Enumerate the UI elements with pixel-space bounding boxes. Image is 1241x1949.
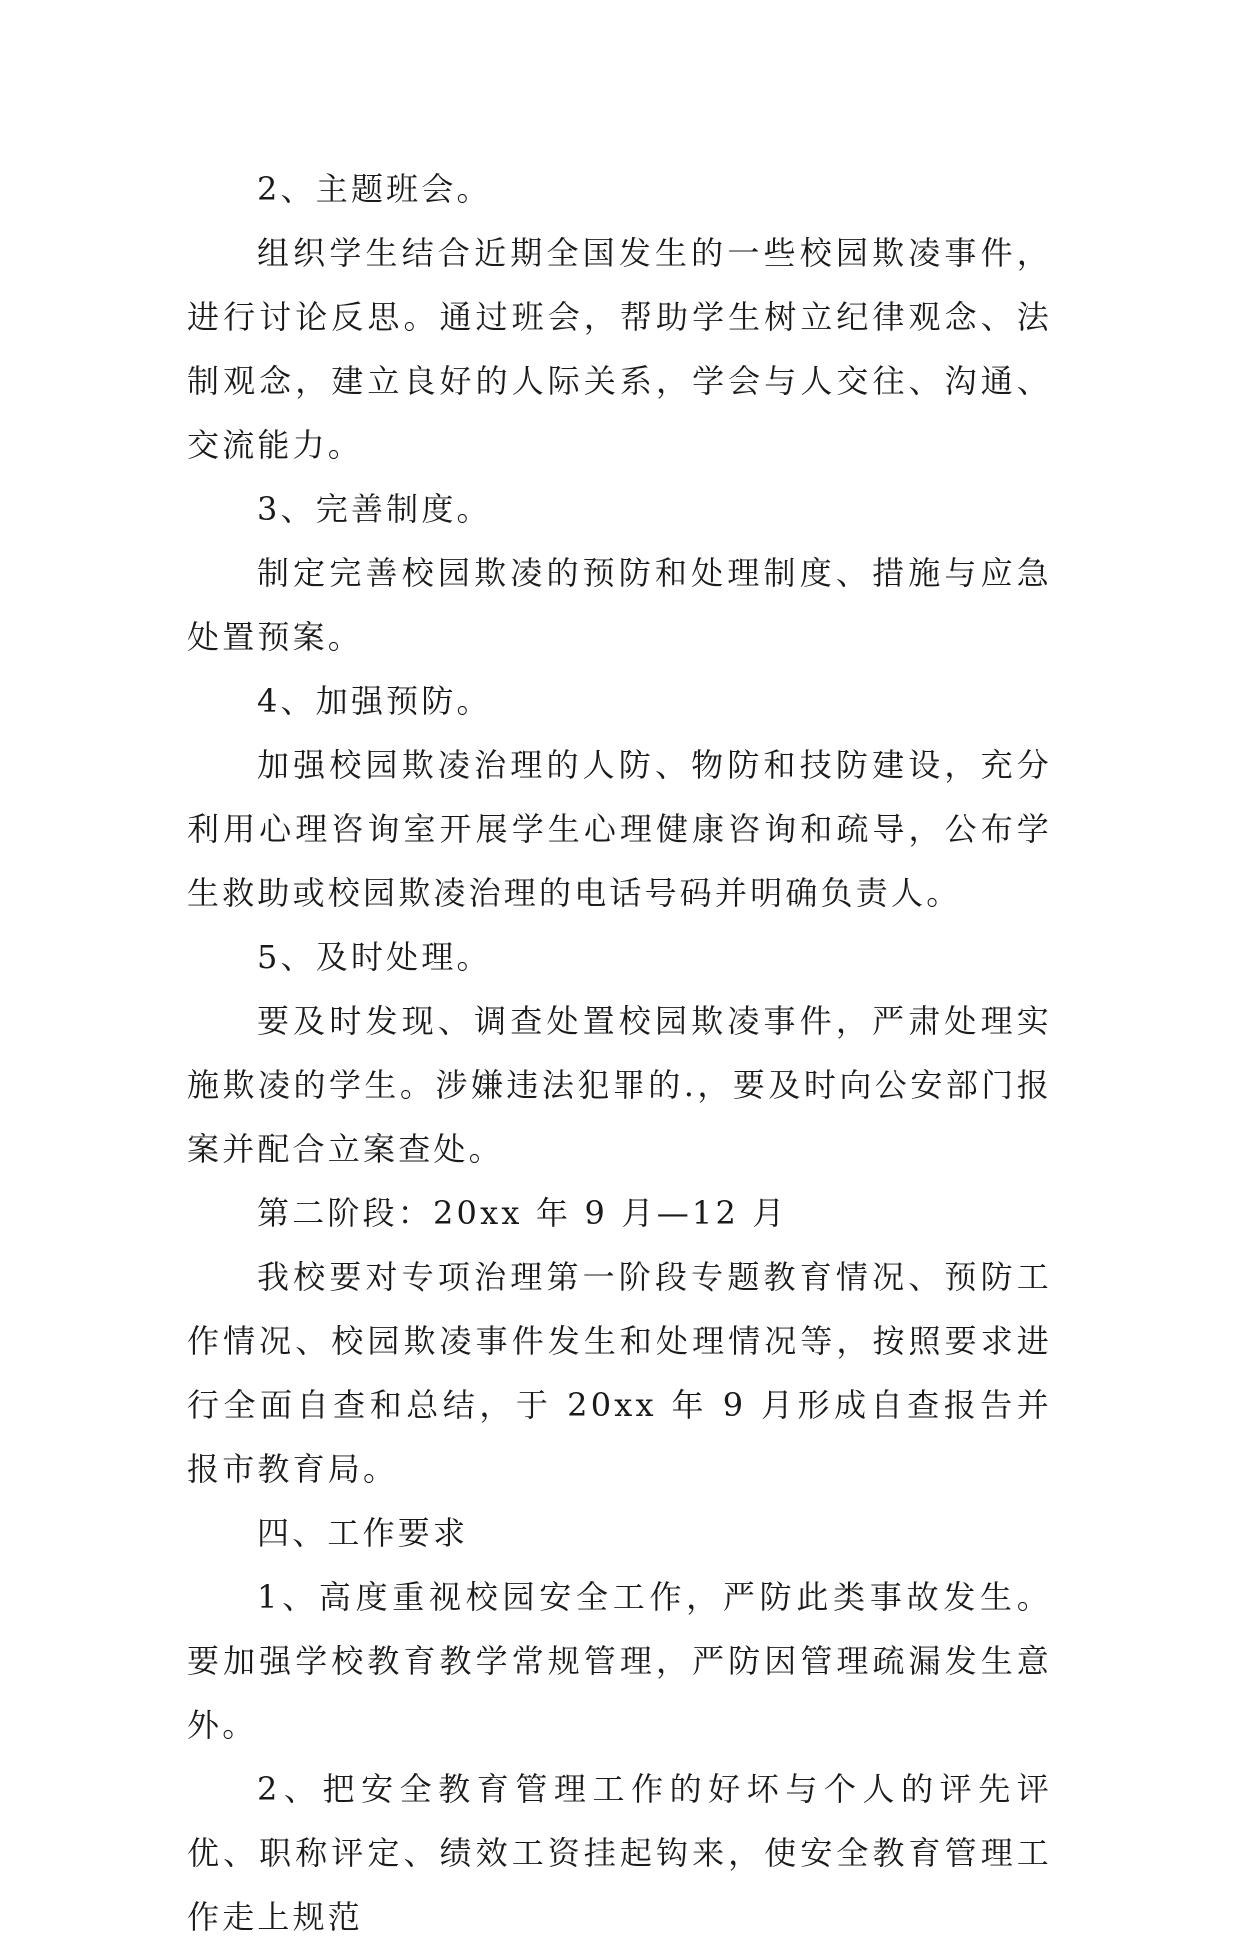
- heading-strengthen-prevention: 4、加强预防。: [257, 682, 492, 720]
- paragraph-improve-system: 制定完善校园欺凌的预防和处理制度、措施与应急处置预案。: [187, 554, 1052, 656]
- heading-second-stage: 第二阶段：20xx 年 9 月—12 月: [257, 1194, 788, 1232]
- paragraph-second-stage: 我校要对专项治理第一阶段专题教育情况、预防工作情况、校园欺凌事件发生和处理情况等，按照要求进行全面自查和总结，于 20xx 年 9 月形成自查报告并报市教育局。: [187, 1258, 1052, 1488]
- heading-class-meeting: 2、主题班会。: [257, 170, 492, 208]
- heading-work-requirements: 四、工作要求: [257, 1514, 469, 1552]
- paragraph-class-meeting: 组织学生结合近期全国发生的一些校园欺凌事件，进行讨论反思。通过班会，帮助学生树立纪律观念、法制观念，建立良好的人际关系，学会与人交往、沟通、交流能力。: [187, 234, 1052, 464]
- paragraph-strengthen-prevention: 加强校园欺凌治理的人防、物防和技防建设，充分利用心理咨询室开展学生心理健康咨询和疏导，公布学生救助或校园欺凌治理的电话号码并明确负责人。: [187, 746, 1052, 912]
- heading-improve-system: 3、完善制度。: [257, 490, 492, 528]
- document-body: [187, 157, 1052, 1949]
- paragraph-requirement-2: 2、把安全教育管理工作的好坏与个人的评先评优、职称评定、绩效工资挂起钩来，使安全教育管理工作走上规范: [187, 1770, 1052, 1936]
- paragraph-requirement-1: 1、高度重视校园安全工作，严防此类事故发生。要加强学校教育教学常规管理，严防因管理疏漏发生意外。: [187, 1578, 1052, 1744]
- paragraph-timely-handling: 要及时发现、调查处置校园欺凌事件，严肃处理实施欺凌的学生。涉嫌违法犯罪的.，要及时向公安部门报案并配合立案查处。: [187, 1002, 1052, 1168]
- heading-timely-handling: 5、及时处理。: [257, 938, 492, 976]
